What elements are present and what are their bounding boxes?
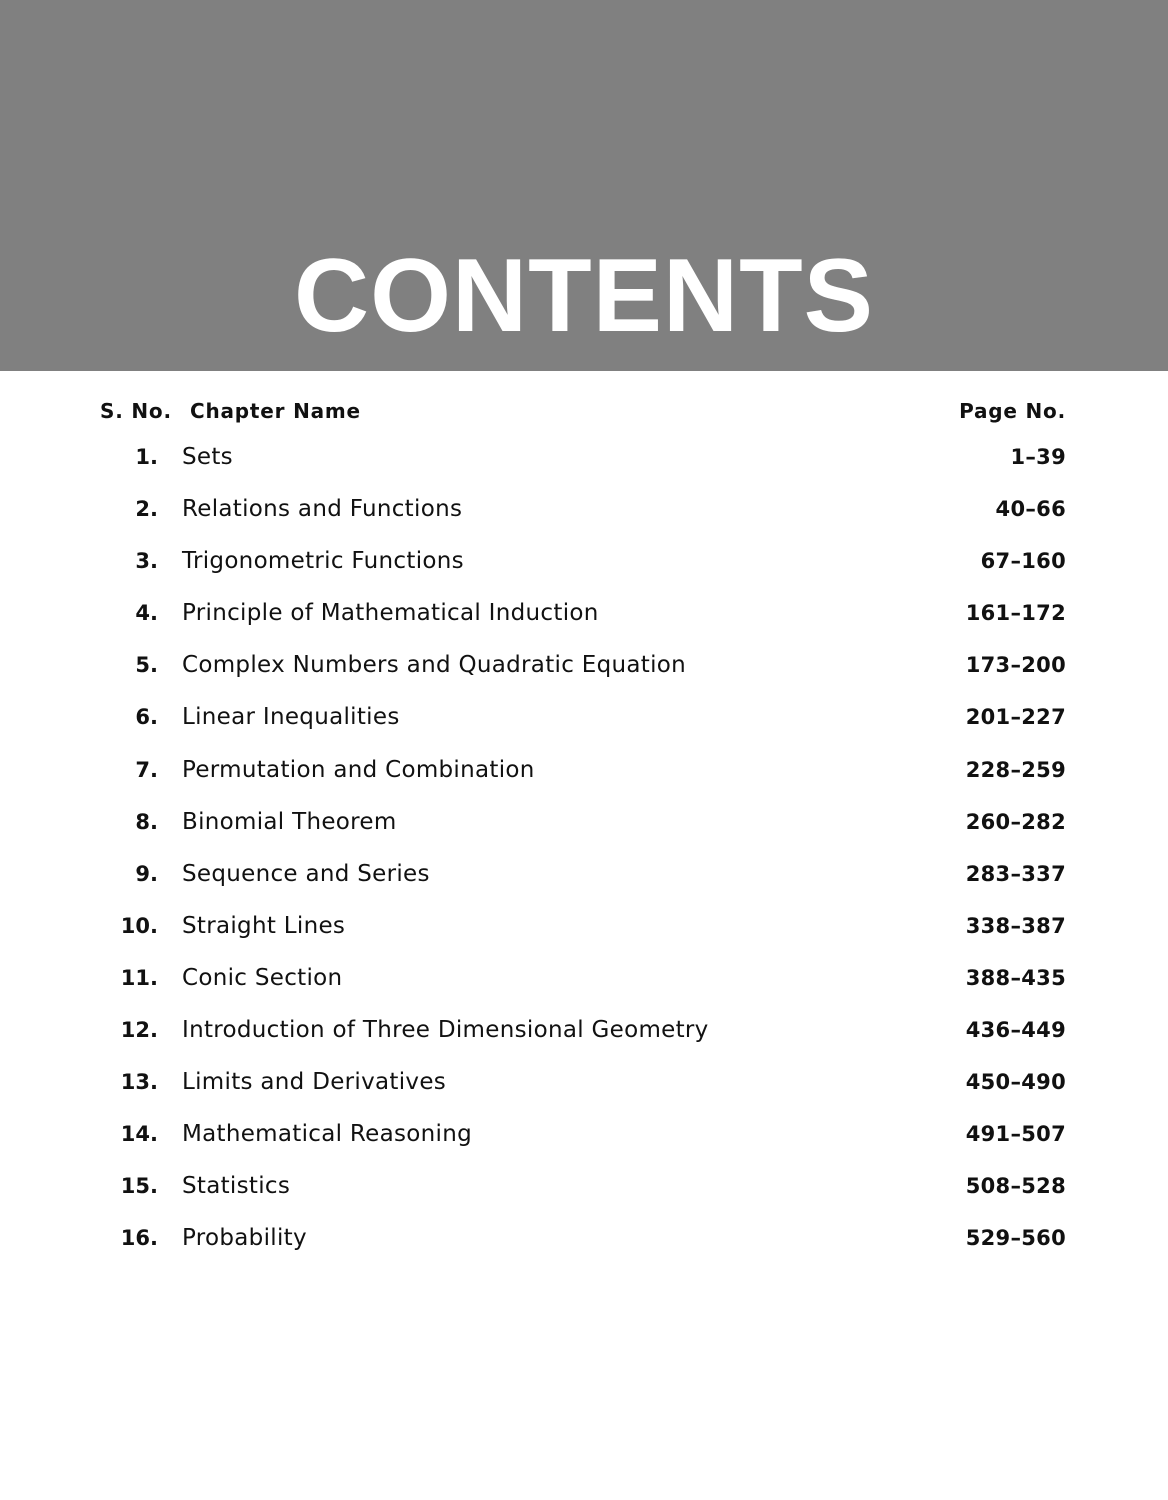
chapter-pages: 67–160 <box>980 549 1066 574</box>
chapter-title: Sequence and Series <box>182 860 430 887</box>
chapter-number: 5. <box>135 653 158 678</box>
toc-header-row <box>0 395 1168 429</box>
chapter-number: 12. <box>120 1018 158 1043</box>
chapter-row <box>0 956 1168 1008</box>
chapter-row <box>0 1112 1168 1164</box>
chapter-pages: 450–490 <box>965 1070 1066 1095</box>
chapter-row <box>0 852 1168 904</box>
chapter-title: Probability <box>182 1225 307 1252</box>
chapter-number: 14. <box>120 1122 158 1147</box>
chapter-pages: 283–337 <box>965 861 1066 886</box>
chapter-number: 3. <box>135 549 158 574</box>
chapter-pages: 40–66 <box>995 497 1066 522</box>
chapter-title: Relations and Functions <box>182 496 463 523</box>
chapter-title: Straight Lines <box>182 912 346 939</box>
header-page-number: Page No. <box>959 399 1066 423</box>
chapter-pages: 338–387 <box>965 913 1066 938</box>
chapter-number: 2. <box>135 497 158 522</box>
chapter-number: 15. <box>120 1174 158 1199</box>
chapter-pages: 161–172 <box>965 601 1066 626</box>
chapter-number: 13. <box>120 1070 158 1095</box>
chapter-pages: 228–259 <box>965 757 1066 782</box>
chapter-pages: 508–528 <box>965 1174 1066 1199</box>
chapter-number: 16. <box>120 1226 158 1251</box>
chapter-row <box>0 748 1168 800</box>
chapter-number: 6. <box>135 705 158 730</box>
chapter-title: Introduction of Three Dimensional Geometry <box>182 1017 709 1044</box>
chapter-title: Limits and Derivatives <box>182 1069 447 1096</box>
header-serial-number: S. No. <box>100 399 172 423</box>
chapter-title: Binomial Theorem <box>182 808 397 835</box>
chapter-title: Sets <box>182 444 233 470</box>
contents-banner <box>0 0 1168 371</box>
chapter-number: 4. <box>135 601 158 626</box>
chapter-title: Statistics <box>182 1173 291 1200</box>
chapter-row <box>0 904 1168 956</box>
chapter-title: Trigonometric Functions <box>182 548 464 575</box>
chapter-row <box>0 435 1168 487</box>
chapter-number: 11. <box>120 965 158 990</box>
chapter-row <box>0 591 1168 643</box>
chapter-row <box>0 539 1168 591</box>
chapter-title: Complex Numbers and Quadratic Equation <box>182 652 687 679</box>
chapter-pages: 201–227 <box>965 705 1066 730</box>
table-of-contents <box>0 395 1168 1252</box>
chapter-row <box>0 1008 1168 1060</box>
chapter-number: 7. <box>135 757 158 782</box>
chapter-pages: 173–200 <box>965 653 1066 678</box>
chapter-list <box>0 435 1168 1269</box>
chapter-row <box>0 1060 1168 1112</box>
chapter-number: 1. <box>135 445 158 469</box>
chapter-row <box>0 800 1168 852</box>
chapter-row <box>0 1216 1168 1268</box>
chapter-pages: 491–507 <box>965 1122 1066 1147</box>
chapter-pages: 388–435 <box>965 965 1066 990</box>
chapter-row <box>0 1164 1168 1216</box>
header-chapter-name: Chapter Name <box>190 399 361 423</box>
chapter-pages: 1–39 <box>1010 445 1066 469</box>
chapter-title: Mathematical Reasoning <box>182 1121 473 1148</box>
chapter-title: Conic Section <box>182 964 343 991</box>
chapter-number: 8. <box>135 809 158 834</box>
chapter-pages: 529–560 <box>965 1226 1066 1251</box>
chapter-pages: 436–449 <box>965 1018 1066 1043</box>
chapter-row <box>0 695 1168 747</box>
chapter-title: Linear Inequalities <box>182 704 400 731</box>
chapter-number: 9. <box>135 861 158 886</box>
page-title: CONTENTS <box>294 238 874 354</box>
chapter-number: 10. <box>120 913 158 938</box>
chapter-row <box>0 643 1168 695</box>
chapter-pages: 260–282 <box>965 809 1066 834</box>
chapter-title: Principle of Mathematical Induction <box>182 600 599 627</box>
chapter-title: Permutation and Combination <box>182 756 535 783</box>
chapter-row <box>0 487 1168 539</box>
